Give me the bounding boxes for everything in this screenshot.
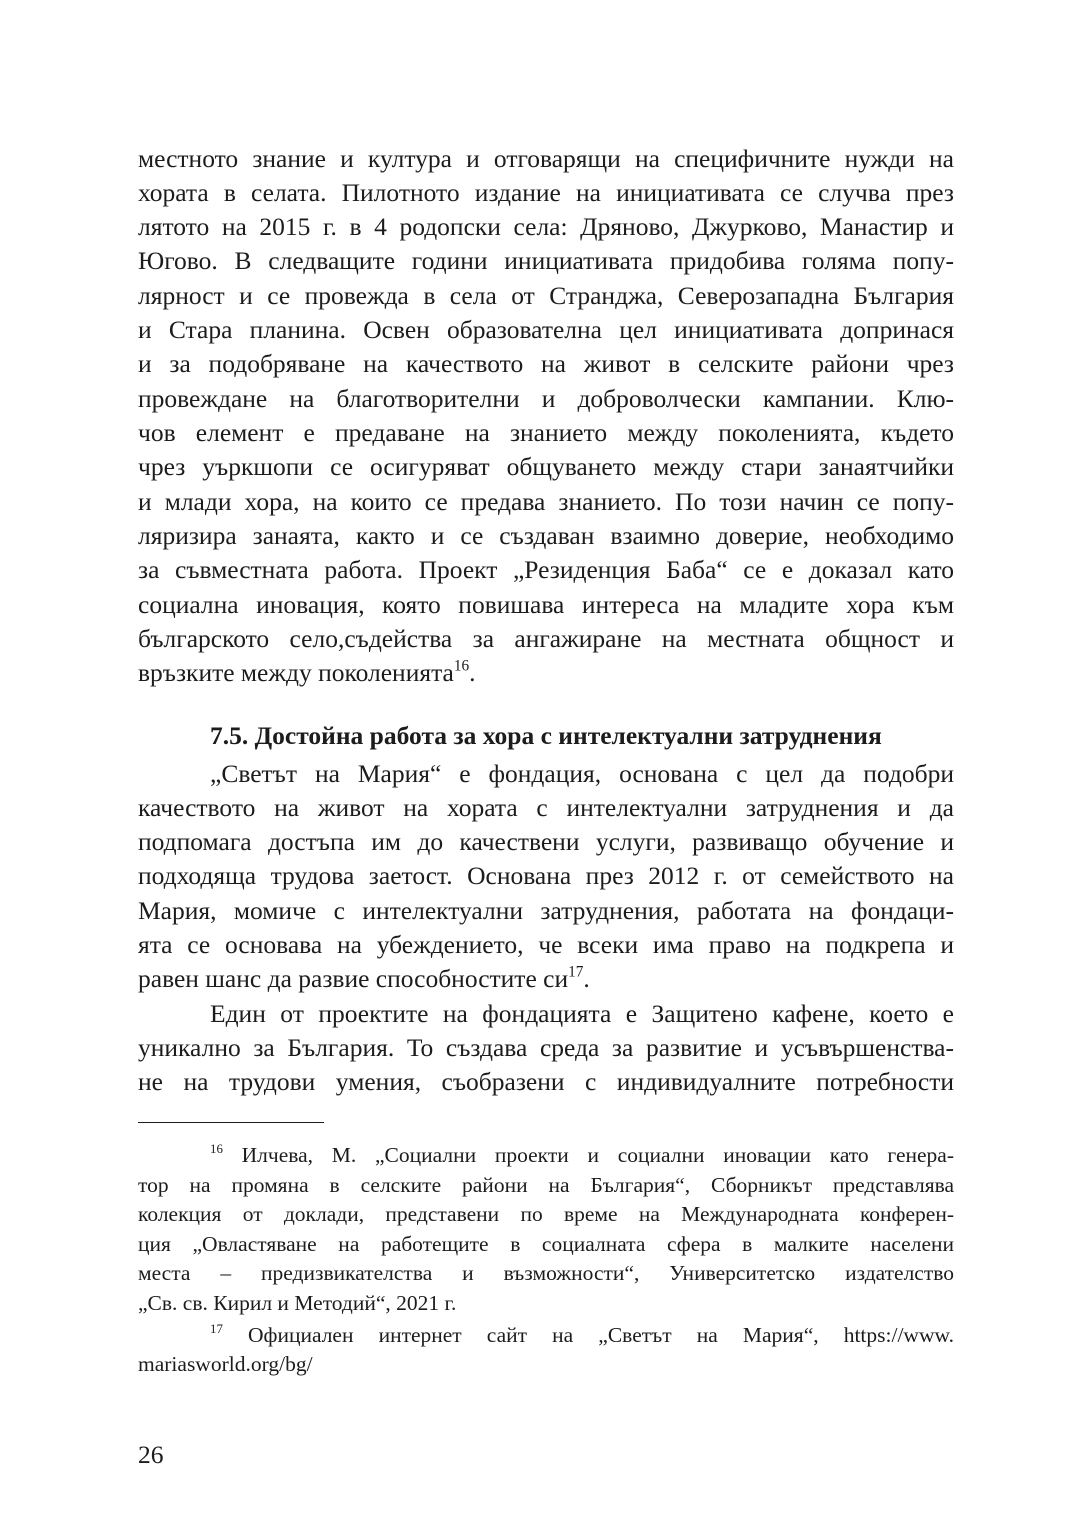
body-line: и Стара планина. Освен образователна цел инициативата допринася [138, 315, 954, 344]
body-line [138, 962, 954, 997]
footnote-16 [210, 1141, 954, 1171]
body-line: Мария, момиче с интелектуални затруднения, работата на фондаци- [138, 896, 954, 925]
body-line: и млади хора, на които се предава знанието. По този начин се попу- [138, 487, 954, 516]
footnote-link[interactable]: mariasworld.org/bg/ [138, 1352, 313, 1376]
body-line: чрез уъркшопи се осигуряват общуването между стари занаятчийки [138, 452, 954, 481]
body-line: чов елемент е предаване на знанието между поколенията, където [138, 418, 954, 447]
body-line: не на трудови умения, съобразени с индивидуалните потребности [138, 1067, 954, 1096]
footnote-line: ция „Овластяване на работещите в социалната сфера в малките населени [138, 1232, 954, 1256]
body-line: за съвместната работа. Проект „Резиденция Баба“ се е доказал като [138, 555, 954, 584]
body-line: ляризира занаята, както и се създаван взаимно доверие, необходимо [138, 521, 954, 550]
body-line: подпомага достъпа им до качествени услуги, развиващо обучение и [138, 827, 954, 856]
footnote-line: тор на промяна в селските райони на България“, Сборникът представлява [138, 1173, 954, 1197]
footnote-17 [210, 1321, 954, 1351]
body-line: „Светът на Мария“ е фондация, основана с цел да подобри [210, 759, 954, 788]
body-line: качеството на живот на хората с интелектуални затруднения и да [138, 793, 954, 822]
footnote-ref-16[interactable]: 16 [453, 657, 470, 675]
footnote-line: места – предизвикателства и възможности“, Университетско издателство [138, 1261, 954, 1285]
body-line: провеждане на благотворителни и доброволчески кампании. Клю- [138, 384, 954, 413]
body-line: хората в селата. Пилотното издание на инициативата се случва през [138, 178, 954, 207]
body-text: . [583, 964, 590, 993]
body-line: ята се основава на убеждението, че всеки има право на подкрепа и [138, 930, 954, 959]
body-line: лятото на 2015 г. в 4 родопски села: Дряново, Джурково, Манастир и [138, 212, 954, 241]
footnote-text: Официален интернет сайт на „Светът на Мария“, https://www. [222, 1323, 954, 1347]
footnote-line: колекция от доклади, представени по време на Международната конферен- [138, 1202, 954, 1226]
page-number: 26 [138, 1440, 164, 1469]
footnote-text: Илчева, М. „Социални проекти и социални иновации като генера- [222, 1143, 954, 1167]
body-line [138, 656, 954, 691]
footnote-ref-17[interactable]: 17 [568, 963, 584, 981]
body-line: лярност и се провежда в села от Странджа, Северозападна България [138, 281, 954, 310]
section-heading: 7.5. Достойна работа за хора с интелектуални затруднения [210, 721, 882, 750]
body-text: равен шанс да развие способностите си [138, 964, 569, 993]
body-line: подходяща трудова заетост. Основана през 2012 г. от семейството на [138, 861, 954, 890]
body-line: социална иновация, която повишава интереса на младите хора към [138, 590, 954, 619]
footnote-number: 17 [210, 1321, 223, 1336]
body-line: местното знание и култура и отговарящи на специфичните нужди на [138, 144, 954, 173]
body-line: и за подобряване на качеството на живот в селските райони чрез [138, 349, 954, 378]
footnote-line: „Св. св. Кирил и Методий“, 2021 г. [138, 1291, 457, 1315]
body-text: . [469, 658, 476, 687]
footnote-number: 16 [210, 1141, 223, 1156]
body-line: уникално за България. То създава среда за развитие и усъвършенства- [138, 1033, 954, 1062]
body-line: Югово. В следващите години инициативата придобива голяма попу- [138, 246, 954, 275]
footnote-separator [138, 1122, 324, 1123]
body-line: Един от проектите на фондацията е Защитено кафене, което е [210, 999, 954, 1028]
body-text: връзките между поколенията [138, 658, 454, 687]
body-line: българското село,съдейства за ангажиране на местната общност и [138, 624, 954, 653]
